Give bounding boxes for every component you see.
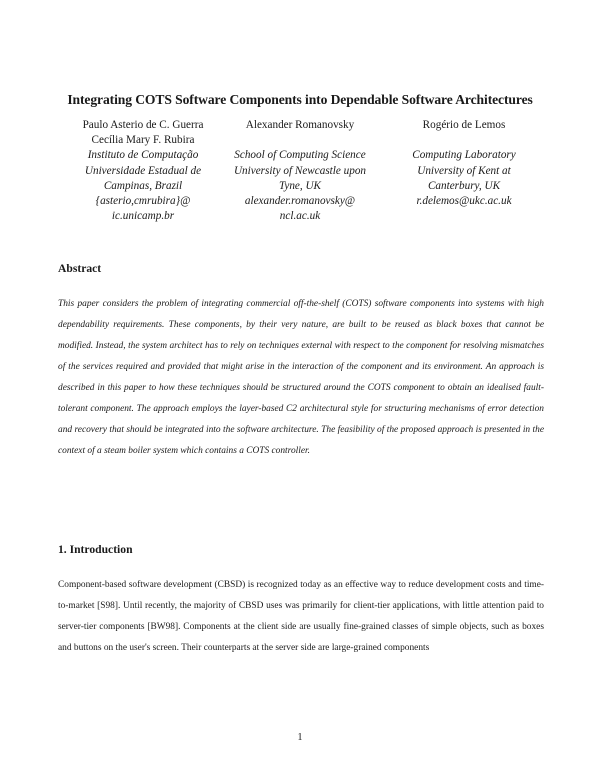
paper-title: Integrating COTS Software Components into Dependable Software Architectures xyxy=(67,92,533,107)
page-number: 1 xyxy=(297,732,303,743)
affiliation-line: School of Computing Science xyxy=(234,149,366,162)
email-line: alexander.romanovsky@ xyxy=(244,195,356,207)
author-block xyxy=(0,118,600,228)
author-1 xyxy=(50,118,236,224)
section-heading: 1. Introduction xyxy=(58,543,133,556)
spacer xyxy=(386,133,542,148)
author-3 xyxy=(386,118,542,209)
intro-paragraph: Component-based software development (CBSD) is recognized today as an effective way to reduce development costs and time-to-market [S98]. Until recently, the majority of CBSD uses was primarily for client-tier applications, with little attention paid to server-tier components [BW98]. Components at the client side are usually fine-grained classes of simple objects, such as boxes and buttons on the user's screen. Their counterparts at the server side are large-grained components xyxy=(58,580,544,653)
author-name-line: Alexander Romanovsky xyxy=(245,119,355,131)
affiliation-line: Universidade Estadual de xyxy=(84,164,202,177)
author-2 xyxy=(214,118,386,224)
author-name-line: Rogério de Lemos xyxy=(422,119,506,131)
spacer xyxy=(214,133,386,148)
email-line: ncl.ac.uk xyxy=(279,210,321,223)
abstract-text: This paper considers the problem of integrating commercial off-the-shelf (COTS) software components into systems with high dependability requirements. These components, by their very nature, are built to be reused as black boxes that cannot be modified. Instead, the system architect has to rely on techniques external with respect to the component for resolving mismatches of the services required and provided that might arise in the interaction of the component and its environment. An approach is described in this paper to how these techniques should be structured around the COTS component to obtain an idealised fault-tolerant component. The approach employs the layer-based C2 architectural style for structuring mechanisms of error detection and recovery that should be integrated into the software architecture. The feasibility of the proposed approach is presented in the context of a steam boiler system which contains a COTS controller. xyxy=(58,299,544,456)
affiliation-line: Instituto de Computação xyxy=(87,149,199,162)
affiliation-line: University of Newcastle upon xyxy=(233,164,367,177)
email-line: r.delemos@ukc.ac.uk xyxy=(416,195,512,207)
author-name-line: Cecília Mary F. Rubira xyxy=(91,134,195,147)
affiliation-line: Canterbury, UK xyxy=(427,179,501,192)
author-name-line: Paulo Asterio de C. Guerra xyxy=(82,119,204,131)
affiliation-line: University of Kent at xyxy=(417,164,511,177)
affiliation-line: Campinas, Brazil xyxy=(103,179,183,192)
abstract-heading: Abstract xyxy=(58,262,102,275)
email-line: {asterio,cmrubira}@ xyxy=(95,195,191,208)
affiliation-line: Tyne, UK xyxy=(278,179,322,192)
affiliation-line: Computing Laboratory xyxy=(412,149,516,162)
email-line: ic.unicamp.br xyxy=(111,210,175,223)
